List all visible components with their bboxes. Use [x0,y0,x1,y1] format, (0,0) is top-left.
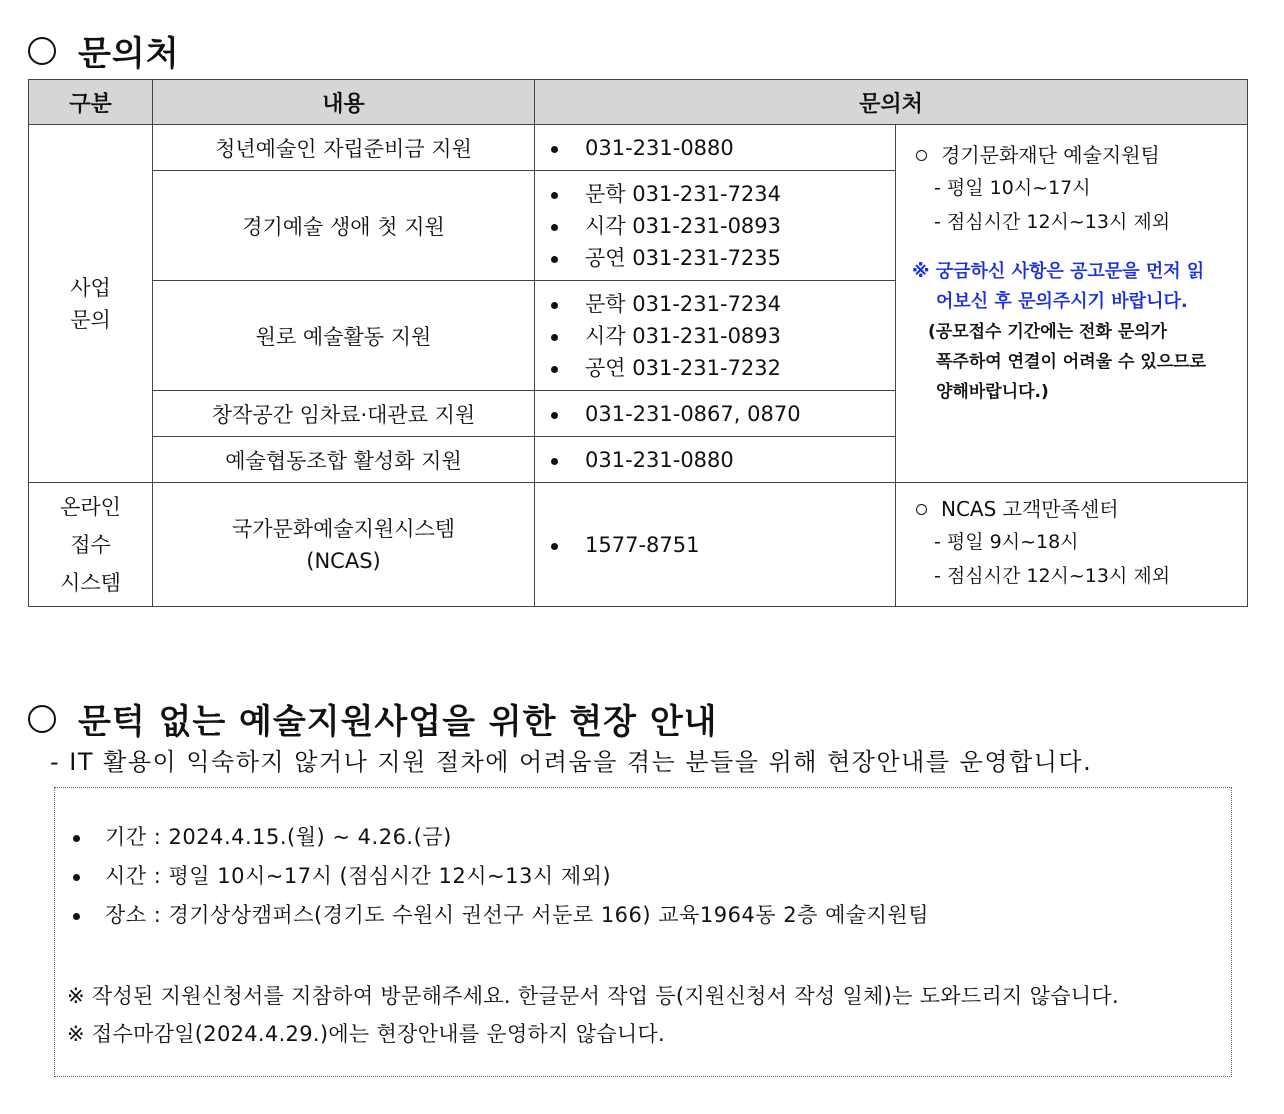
content-cell: 경기예술 생애 첫 지원 [153,171,535,281]
phone-cell [535,281,896,391]
intro-text: - IT 활용이 익숙하지 않거나 지원 절차에 어려움을 겪는 분들을 위해 현장안내를 운영합니다. [50,748,1093,776]
info-org-text: NCAS 고객만족센터 [941,497,1119,521]
phone-number: 031-231-0880 [549,132,895,164]
content-cell: 청년예술인 자립준비금 지원 [153,125,535,171]
category-label: 온라인 [60,494,121,519]
phone-cell [535,437,896,483]
phone-cell [535,125,896,171]
notice-line: 폭주하여 연결이 어려울 수 있으므로 [936,352,1207,372]
section-title-text: 문의처 [78,34,180,74]
circle-bullet-icon [28,37,56,65]
phone-number: 031-231-0880 [549,444,895,476]
contact-info-ncas [896,483,1248,607]
header-contact: 문의처 [535,80,1248,125]
section-title-text: 문턱 없는 예술지원사업을 위한 현장 안내 [78,702,718,742]
guide-list [71,818,929,935]
info-hours: - 평일 10시~17시 [934,177,1091,199]
notice-line: 어보신 후 문의주시기 바랍니다. [936,291,1188,312]
section-title-contact [28,26,180,75]
guide-box [54,787,1232,1077]
ring-bullet-icon [916,504,927,515]
info-org-text: 경기문화재단 예술지원팀 [941,143,1160,167]
guide-item-time: 시간 : 평일 10시~17시 (점심시간 12시~13시 제외) [71,857,929,896]
info-lunch: - 점심시간 12시~13시 제외 [934,565,1171,587]
content-cell [153,483,535,607]
notice-line: ※ 궁금하신 사항은 공고문을 먼저 읽 [912,261,1205,282]
phone-cell [535,391,896,437]
info-hours: - 평일 9시~18시 [934,531,1079,553]
table-header-row [29,80,1248,125]
category-business [29,125,153,483]
phone-number: 공연 031-231-7232 [549,352,895,384]
content-line: (NCAS) [306,548,381,573]
phone-number: 문학 031-231-7234 [549,178,895,210]
category-label: 접수 [70,532,111,557]
content-line: 국가문화예술지원시스템 [231,516,456,541]
ring-bullet-icon [916,150,927,161]
category-label: 사업 [70,275,111,300]
guide-note: ※ 접수마감일(2024.4.29.)에는 현장안내를 운영하지 않습니다. [67,1022,666,1046]
phone-number: 1577-8751 [549,529,895,561]
header-category: 구분 [29,80,153,125]
category-online [29,483,153,607]
content-cell: 예술협동조합 활성화 지원 [153,437,535,483]
phone-number: 문학 031-231-7234 [549,288,895,320]
info-org [910,493,1235,525]
phone-cell [535,171,896,281]
circle-bullet-icon [28,705,56,733]
contact-info-foundation [896,125,1248,483]
table-row [29,483,1248,607]
phone-number: 시각 031-231-0893 [549,320,895,352]
notice-line: 양해바랍니다.) [936,382,1049,402]
content-cell: 원로 예술활동 지원 [153,281,535,391]
contact-table [28,79,1248,607]
phone-number: 시각 031-231-0893 [549,210,895,242]
notice-black [910,317,1235,407]
notice-line: (공모접수 기간에는 전화 문의가 [928,322,1168,342]
header-content: 내용 [153,80,535,125]
phone-number: 031-231-0867, 0870 [549,398,895,430]
phone-cell [535,483,896,607]
category-label: 시스템 [60,570,121,595]
guide-note: ※ 작성된 지원신청서를 지참하여 방문해주세요. 한글문서 작업 등(지원신청서 작성 일체)는 도와드리지 않습니다. [67,984,1119,1008]
content-cell: 창작공간 임차료·대관료 지원 [153,391,535,437]
phone-number: 공연 031-231-7235 [549,242,895,274]
notice-blue [910,257,1235,317]
info-lunch: - 점심시간 12시~13시 제외 [934,211,1171,233]
guide-item-period: 기간 : 2024.4.15.(월) ~ 4.26.(금) [71,818,929,857]
info-org [910,139,1235,171]
guide-item-place: 장소 : 경기상상캠퍼스(경기도 수원시 권선구 서둔로 166) 교육1964동 2층 예술지원팀 [71,896,929,935]
category-label: 문의 [70,307,111,332]
section-title-onsite [28,694,718,743]
table-row [29,125,1248,171]
